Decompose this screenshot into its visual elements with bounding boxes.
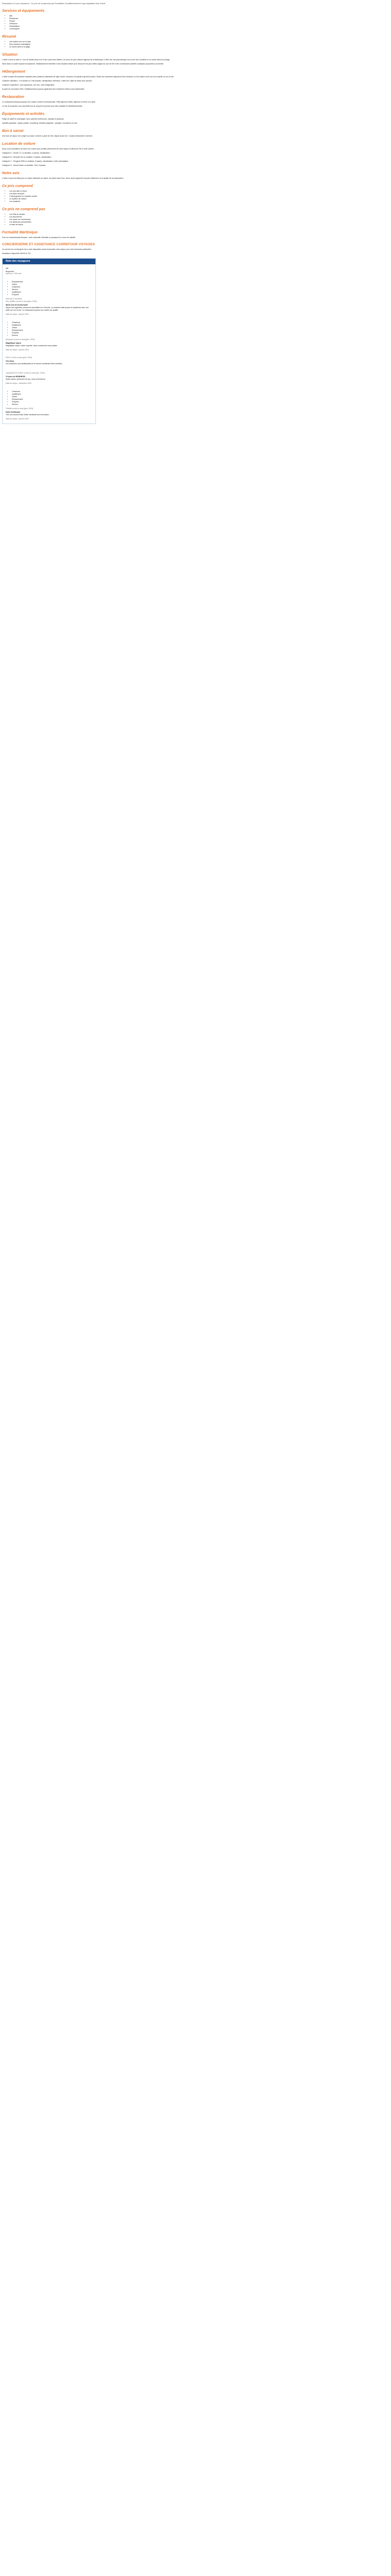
paragraph: L'hôtel Cocoa se situe à 1 km de Sainte-Anne et à 5 min à pied des Salines. Au cœur du parc naturel régional de la Martinique, il offre une vue panoramique sur la mer des Caraïbes et un accès direct à la plage. [2,59,170,61]
criteria-list [6,321,92,337]
paragraph: Chambre Supérieure : plus spacieuse, vue mer, mini-réfrigérateur. [2,84,55,86]
list-item: • Chambres [12,321,92,324]
paragraph: L'hôtel Cocoa est idéal pour un séjour balnéaire au calme, les pieds dans l'eau. Nous avons apprécié l'accueil chaleureux et la qualité de la restauration. [2,177,124,179]
review-date: Date du séjour : janvier 2024 [6,313,29,315]
list-item: • Wifi [9,15,385,18]
list-item: • La taxe de séjour [9,224,385,226]
list-item: • Les dépenses personnelles [9,221,385,224]
hebergement-title: Hébergement [2,70,25,74]
list-item: • Les repas non mentionnés [9,218,385,221]
avis-title: Notre avis [2,172,20,175]
paragraph: À partir de novembre 2024, l'établissement propose également des Chambres Deluxe avec kitchenette. [2,88,85,90]
list-item: • Climatisation [9,25,385,28]
review-author: Anonyme a écrit un avis (janv. 2024) [6,338,35,341]
reviews-header: Note des voyageurs [3,259,95,264]
paragraph: Pour les ressortissants français : carte nationale d'identité ou passeport en cours de validité. [2,236,76,239]
list-item: • Propreté [12,332,92,334]
list-item: • L'hébergement en chambre double [9,195,385,198]
review-author: Campo610797716227 a écrit un avis (déc. 2024) [6,372,45,374]
review-text: Séjour très agréable, personnel accueillant et à l'écoute. La chambre était propre et spacieuse avec une belle vue sur la mer. Le restaurant propose une cuisine de qualité. [6,307,89,311]
paragraph: Catégorie A : Citroën C1 ou similaire, 4 places, climatisation. [2,152,51,154]
criteria-list [6,391,92,406]
paragraph: Le bar de la piscine vous accueille tout au long de la journée pour des cocktails et rafraîchissements. [2,105,83,107]
resume-title: Résumé [2,35,17,39]
review-author: DSC1 a écrit un avis (janv. 2024) [6,357,32,359]
prix-ne-comprend-list [2,213,385,226]
paragraph: Catégorie D : Dacia Duster ou similaire, SUV, 5 places. [2,164,46,166]
prix-comprend-title: Ce prix comprend [2,184,33,188]
list-item: • Chambres [12,286,92,289]
review-title: Hôtel Vieillissant [6,411,20,413]
list-item: • Télévision [9,23,385,25]
review-text: Super séjour, personnel au top, nous reviendrons. [6,378,46,380]
list-item: • Un accès direct à la plage [9,46,385,48]
list-item: • Qualité/prix [12,291,92,294]
list-item: • Service [12,403,92,406]
review-entry [3,354,95,370]
review-date: Date du séjour : janvier 2024 [6,418,29,420]
review-title: Très déçu [6,360,14,362]
paragraph: Chambre Standard : 1 lit double ou 2 lits simples, climatisation, télévision, coffre-fort, salle de bains avec douche. [2,80,93,82]
location-title: Location de voiture [2,142,36,146]
paragraph: L'hôtel compte 48 chambres réparties dans plusieurs bâtiments de style créole, entourés d'un jardin tropical luxuriant. Toutes les chambres disposent d'une terrasse ou d'un balcon avec vue sur le jardin ou sur la mer. [2,76,174,78]
paragraph: Assistance disponible 24h/24 et 7j/7. [2,252,31,255]
review-text: Magnifique séjour, cadre superbe. Nous reviendrons avec plaisir. [6,345,58,347]
list-item: • Qualité/prix [12,324,92,327]
review-entry [3,370,95,388]
paragraph: Catégorie B : Renault Clio ou similaire, 5 places, climatisation. [2,156,52,158]
page [0,0,387,428]
paragraph: Un service de conciergerie est à votre disposition avant et pendant votre séjour pour toute demande particulière. [2,248,92,250]
conciergerie-title: CONCIERGERIE ET ASSISTANCE CARREFOUR VOYAGES [2,243,95,246]
list-item: • Service [12,334,92,337]
list-item: • Une salière vue sur la baie [9,41,385,43]
list-item: • Propreté [12,294,92,296]
paragraph: Le restaurant principal propose une cuisine créole et internationale. Petit-déjeuner buffet, déjeuner et dîner à la carte. [2,101,96,103]
formalites-title: Formalité Martinique [2,231,38,234]
list-item: • La location de voiture [9,198,385,200]
list-item: • Emplacement [12,329,92,332]
list-item: • Les vols aller et retour [9,190,385,193]
paragraph: Activités gratuites : kayak, paddle, snorkeling. Activités payantes : plongée, excursions en mer. [2,122,78,124]
list-item: • Les transferts [9,200,385,203]
list-item: • Deux piscines aménagées [9,43,385,46]
review-title: Magnifique séjour [6,342,21,344]
list-item: • Chambres [12,391,92,393]
review-title: 10 jours de BONHEUR... [6,376,27,378]
review-entry [3,319,95,354]
list-item: • Calme [12,327,92,329]
review-text: Très bon accueil mais l'hôtel mériterait une rénovation. [6,414,50,416]
review-meta: Voté par 3 membres [6,298,22,300]
list-item: • Les taxes aéroport [9,193,385,195]
reviews-summary [3,264,95,278]
review-author: Thebirk a écrit un avis (janv. 2024) [6,408,34,410]
review-date: Date du séjour : décembre 2024 [6,382,32,384]
score-value: 4.6 [6,267,8,269]
reviews-box [2,258,96,424]
list-item: • Calme [12,283,92,286]
list-item: • Les assurances [9,216,385,218]
list-item: • Restaurant [9,18,385,20]
paragraph: Situé dans un cadre tropical exceptionnel, l'établissement bénéficie d'une situation idéale pour découvrir les plus belles plages du sud de l'île et les nombreuses activités nautiques proposées à proximité. [2,63,164,65]
paragraph: Catégorie C : Peugeot 2008 ou similaire, 5 places, climatisation, boîte automatique. [2,160,69,162]
services-list [2,15,385,30]
review-date: Date du séjour : janvier 2024 [6,349,29,351]
review-author: Rcy_antilles a écrit un avis (janv. 2024) [6,300,37,302]
score-label: Moyenne [6,270,14,273]
review-title: Week-end de anniversaire [6,304,28,306]
list-item: • Service [12,289,92,291]
list-item: • Piscine [9,20,385,23]
list-item: • Qualité/prix [12,393,92,396]
list-item: • Propreté [12,401,92,403]
list-item: • Emplacement [12,398,92,401]
list-item: • Emplacement [12,281,92,283]
list-item: • Conciergerie [9,28,385,30]
review-entry [3,388,95,423]
situation-title: Situation [2,53,18,57]
review-count: basé sur 1 000 avis [6,273,22,275]
review-entry [3,278,95,319]
equipements-title: Équipements et activités [2,112,45,116]
review-text: Les chambres sont vieillissantes et le service mériterait d'être amélioré. [6,363,63,365]
paragraph: Une taxe de séjour est à régler sur place. Arrivée à partir de 15h, départ avant 11h. Caution demandée à l'arrivée. [2,135,93,137]
prix-ne-comprend-title: Ce prix ne comprend pas [2,208,45,211]
list-item: • Calme [12,396,92,398]
paragraph: Nous vous conseillons de louer une voiture pour profiter pleinement de votre séjour et découvrir l'île à votre rythme. [2,148,94,150]
restauration-title: Restauration [2,95,24,99]
list-item: • Les frais de dossier [9,213,385,216]
paragraph: Plage de sable fin aménagée, deux piscines extérieures, transats et parasols. [2,118,64,120]
prix-comprend-list [2,190,385,203]
bon-savoir-title: Bon à savoir [2,129,24,133]
top-nav-line: Description Ce prix comprend : Ce prix ne comprend pas Formalités Conditionnement Loge équitation Avis Client [2,2,106,5]
resume-list [2,41,385,48]
services-title: Services et équipements [2,9,45,13]
criteria-list [6,281,92,296]
